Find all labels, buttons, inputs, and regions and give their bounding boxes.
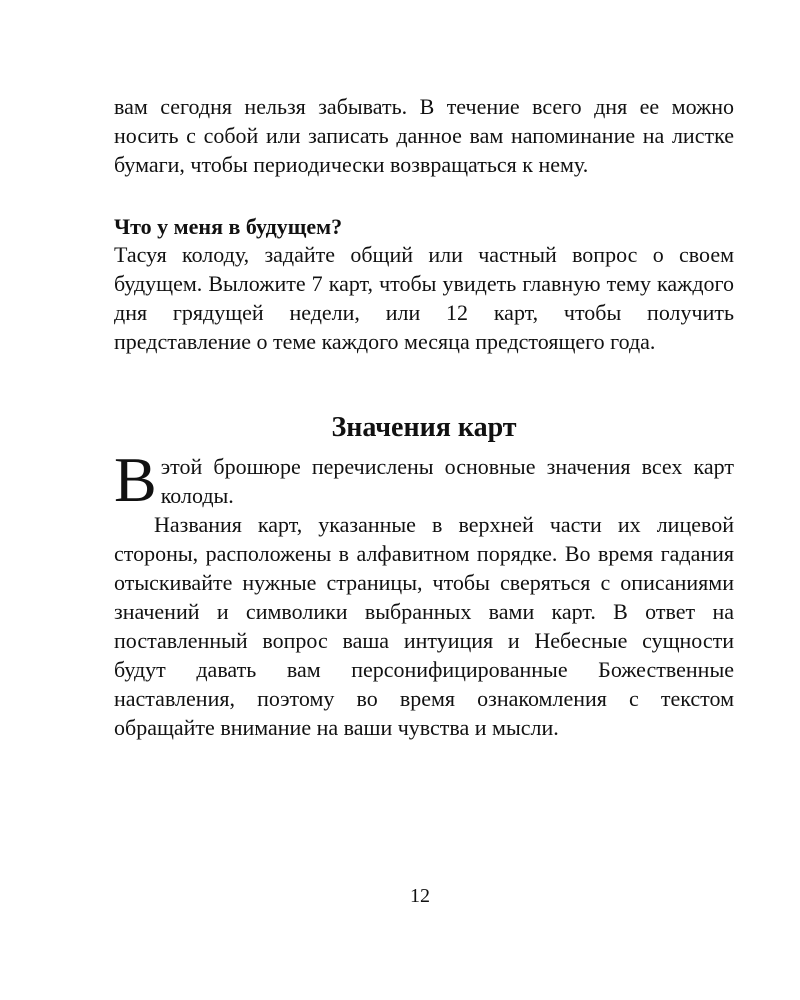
first-paragraph-text: этой брошюре перечислены основные значения всех карт колоды.: [160, 454, 734, 508]
future-section-body: [114, 240, 734, 356]
future-section-text: Тасуя колоду, задайте общий или частный вопрос о своем будущем. Выложите 7 карт, чтобы увидеть главную тему каждого дня грядущей недели, или 12 карт, чтобы получить представление о теме каждого месяца предстоящего года.: [114, 242, 734, 354]
intro-text: вам сегодня нельзя забывать. В течение всего дня ее можно носить с собой или записать данное вам напоминание на листке бумаги, чтобы периодически возвращаться к нему.: [114, 94, 734, 177]
future-section-heading: Что у меня в будущем?: [114, 214, 343, 239]
card-meanings-first-paragraph: [114, 444, 734, 515]
intro-paragraph: [114, 92, 734, 179]
page-number: 12: [410, 885, 430, 907]
chapter-title: Значения карт: [331, 412, 517, 443]
drop-cap-letter: В: [114, 444, 157, 515]
card-meanings-second-paragraph: Названия карт, указанные в верхней части их лицевой стороны, расположены в алфавитном порядке. Во время гадания отыскивайте нужные страницы, чтобы сверяться с описаниями значений и символики выбранных вами карт. В ответ на поставленный вопрос ваша интуиция и Небесные сущности будут давать вам персонифицированные Божественные наставления, поэтому во время ознакомления с текстом обращайте внимание на ваши чувства и мысли.: [114, 512, 734, 740]
card-meanings-body: [114, 444, 734, 742]
